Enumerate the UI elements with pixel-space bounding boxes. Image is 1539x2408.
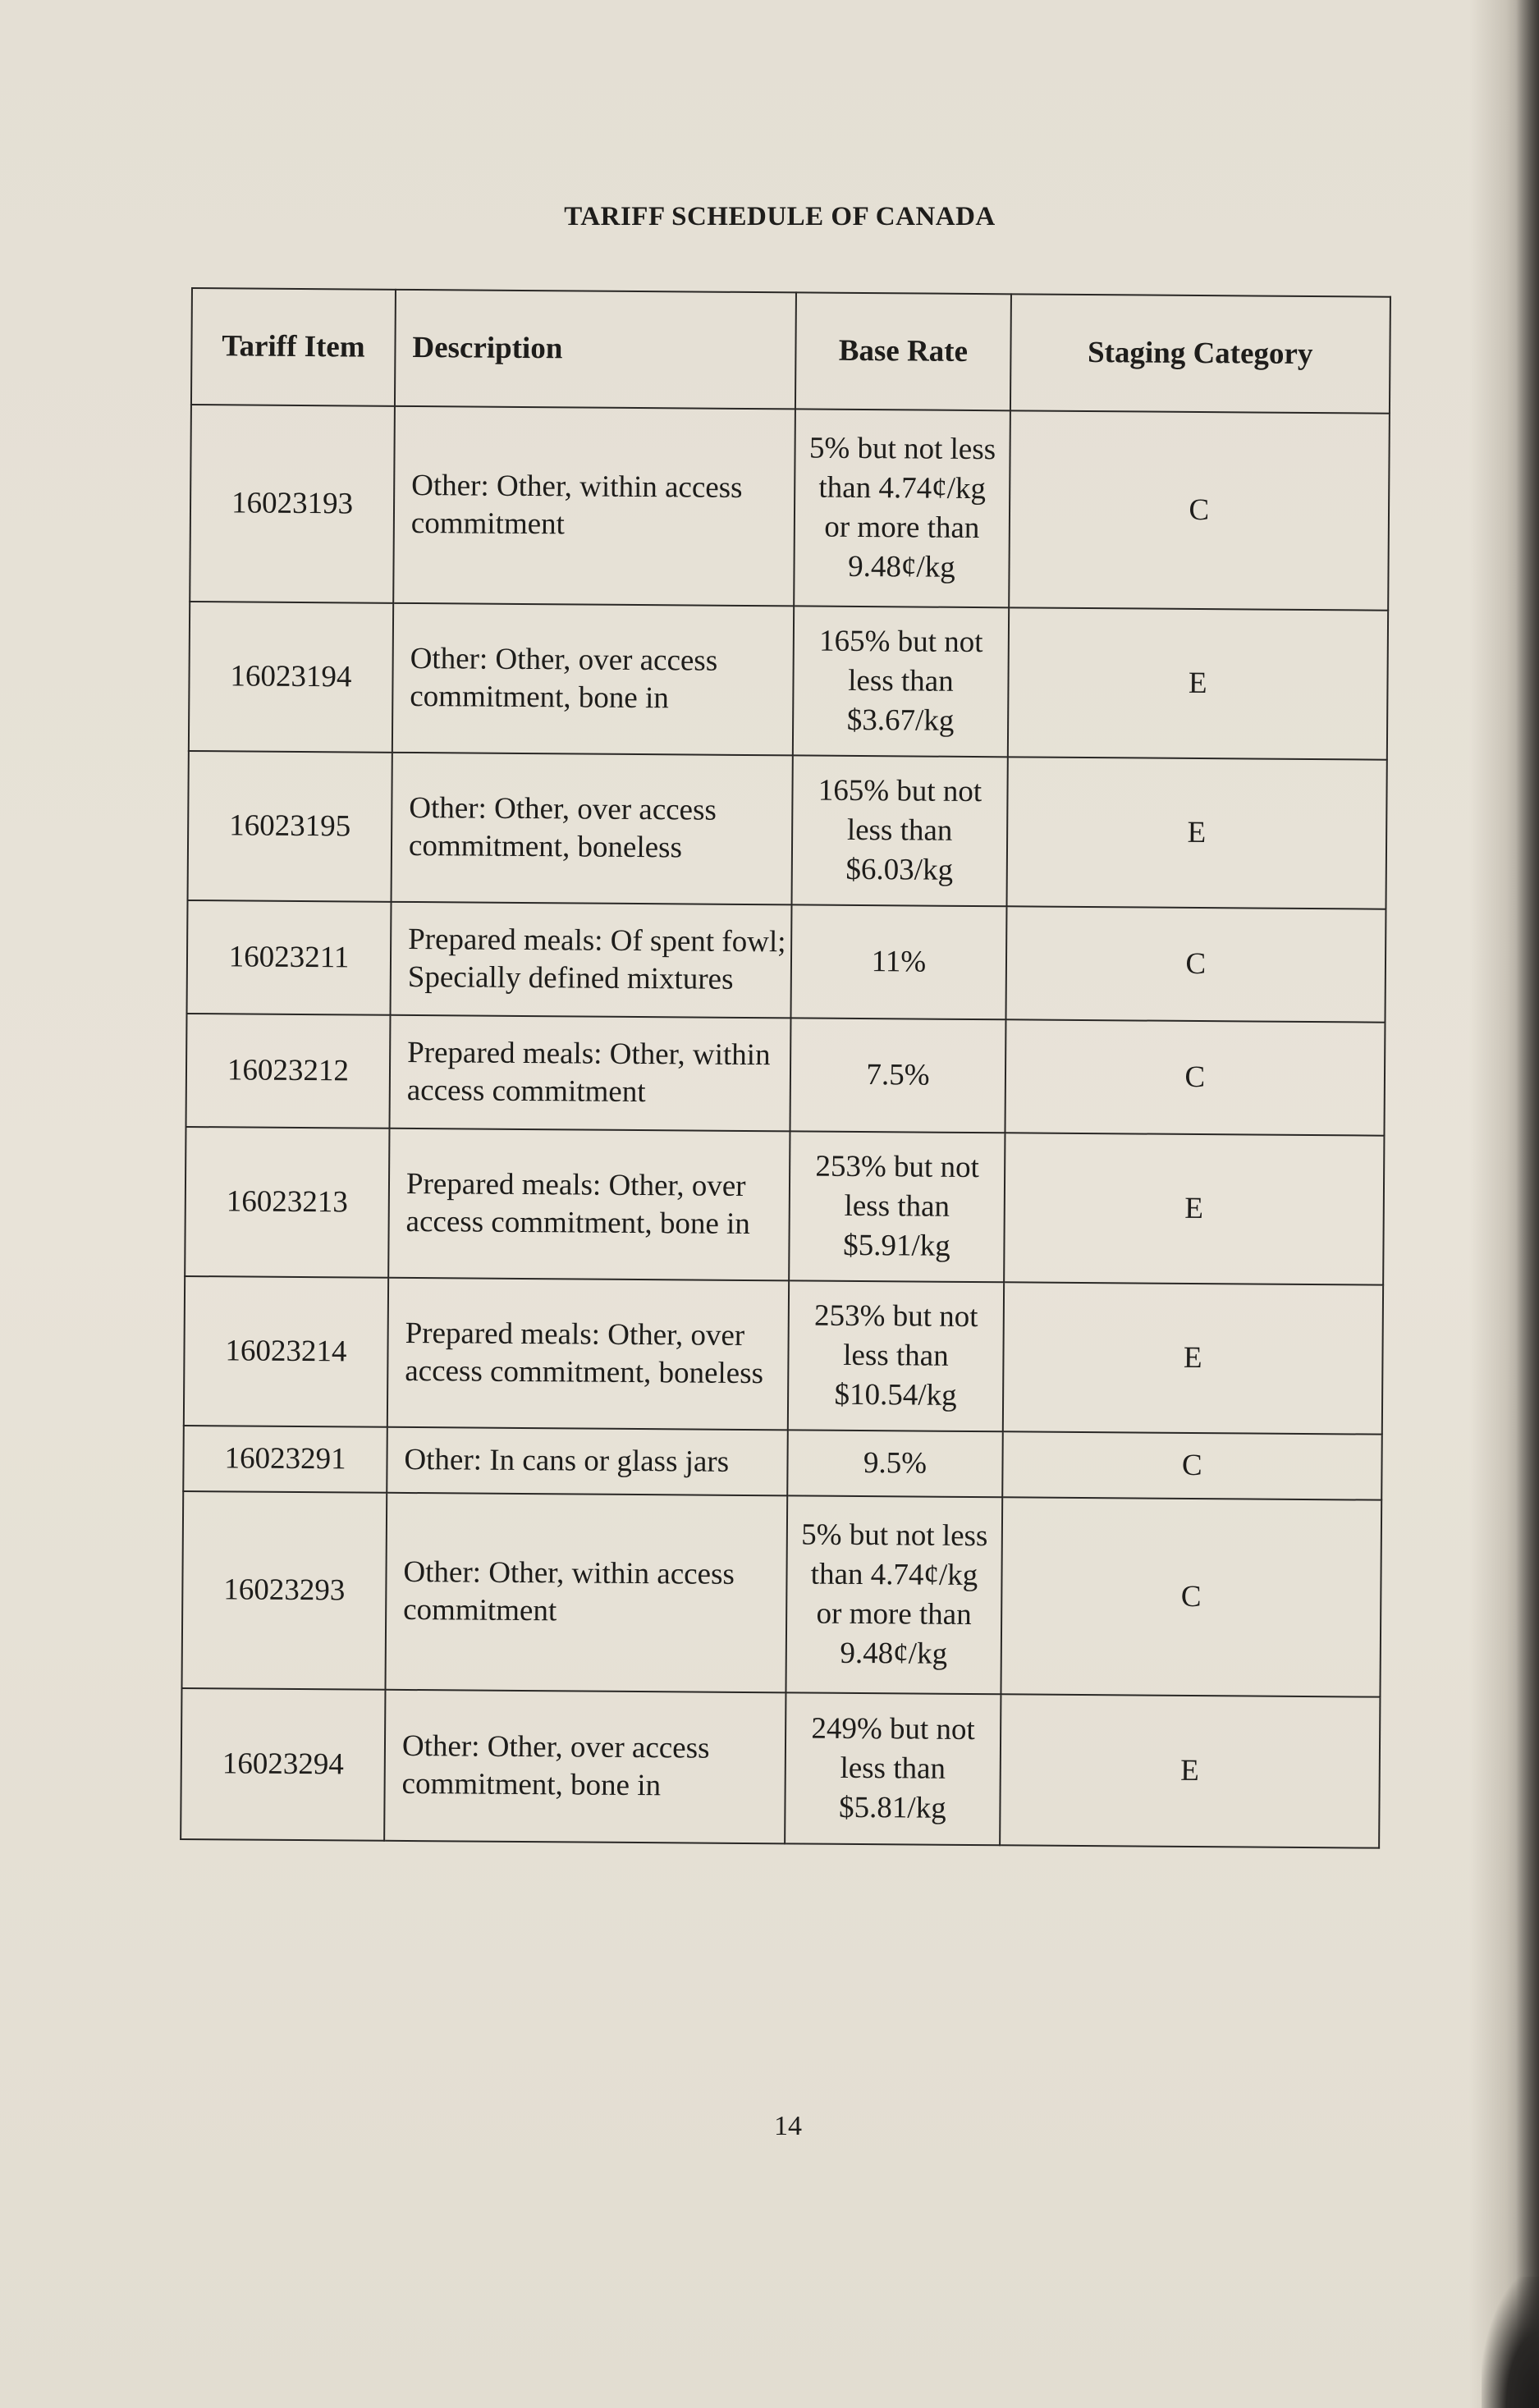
cell-base-rate — [790, 1131, 1005, 1282]
cell-description: Other: In cans or glass jars — [387, 1427, 788, 1496]
base-rate-line: 5% but not less — [808, 431, 996, 467]
table-row — [187, 900, 1386, 1023]
cell-base-rate — [786, 1495, 1002, 1694]
base-rate-line: 9.5% — [863, 1446, 928, 1481]
base-rate-line: $5.91/kg — [843, 1228, 950, 1263]
page-corner-shadow — [1482, 2277, 1539, 2408]
cell-staging-category: E — [1007, 607, 1388, 759]
cell-tariff-item: 16023194 — [189, 602, 393, 753]
base-rate-line: $3.67/kg — [846, 703, 955, 738]
cell-staging-category: C — [1002, 1431, 1382, 1499]
cell-description: Other: Other, over access commitment, bone in — [384, 1690, 786, 1844]
table-row — [184, 1276, 1383, 1435]
cell-base-rate — [788, 1430, 1003, 1497]
table-row — [189, 602, 1388, 760]
base-rate-line: less than — [844, 1188, 950, 1224]
base-rate-line: 165% but not — [818, 624, 983, 660]
cell-staging-category: C — [1009, 410, 1390, 610]
table-row — [181, 1491, 1381, 1697]
cell-staging-category: E — [1000, 1694, 1381, 1847]
base-rate-line: 5% but not less — [801, 1518, 988, 1554]
cell-description: Other: Other, over access commitment, boneless — [392, 753, 794, 905]
base-rate-line: less than — [848, 663, 954, 698]
cell-base-rate — [785, 1692, 1001, 1845]
book-spine-shadow — [1516, 0, 1539, 2408]
base-rate-line: 9.48¢/kg — [848, 549, 955, 584]
base-rate-line: 11% — [871, 945, 927, 979]
cell-tariff-item: 16023193 — [190, 405, 395, 603]
header-tariff-item: Tariff Item — [191, 288, 396, 406]
cell-tariff-item: 16023214 — [184, 1276, 388, 1427]
base-rate-line: 165% but not — [818, 773, 982, 809]
page-number: 14 — [774, 2111, 802, 2141]
cell-tariff-item: 16023213 — [185, 1127, 389, 1278]
base-rate-line: $5.81/kg — [838, 1790, 946, 1825]
base-rate-line: or more than — [816, 1596, 972, 1632]
cell-base-rate — [790, 1018, 1005, 1133]
base-rate-line: $10.54/kg — [834, 1377, 957, 1412]
cell-description: Prepared meals: Other, within access commitment — [389, 1015, 790, 1132]
cell-base-rate — [792, 755, 1008, 906]
cell-staging-category: E — [1004, 1133, 1385, 1284]
cell-staging-category: C — [1001, 1497, 1381, 1696]
base-rate-line: than 4.74¢/kg — [818, 470, 987, 506]
cell-tariff-item: 16023195 — [188, 751, 392, 902]
table-body — [181, 405, 1390, 1848]
table-row — [183, 1426, 1382, 1500]
base-rate-line: $6.03/kg — [845, 852, 954, 887]
base-rate-line: 253% but not — [813, 1298, 978, 1334]
cell-tariff-item: 16023294 — [181, 1688, 385, 1841]
cell-staging-category: C — [1005, 1019, 1385, 1135]
document-title: TARIFF SCHEDULE OF CANADA — [564, 202, 996, 231]
header-description: Description — [395, 290, 796, 410]
header-staging-category: Staging Category — [1010, 294, 1390, 413]
cell-description: Other: Other, over access commitment, bone in — [392, 603, 795, 756]
base-rate-line: less than — [843, 1338, 949, 1373]
tariff-table — [180, 287, 1391, 1849]
cell-tariff-item: 16023293 — [181, 1491, 387, 1690]
table-header — [191, 288, 1390, 414]
cell-staging-category: C — [1005, 906, 1386, 1022]
cell-base-rate — [791, 904, 1006, 1019]
cell-tariff-item: 16023291 — [183, 1426, 387, 1493]
cell-staging-category: E — [1006, 757, 1387, 909]
table-row — [185, 1127, 1384, 1285]
cell-description: Prepared meals: Other, over access commitment, bone in — [388, 1128, 790, 1281]
base-rate-line: 9.48¢/kg — [840, 1636, 948, 1671]
base-rate-line: 253% but not — [815, 1149, 979, 1185]
header-base-rate: Base Rate — [795, 292, 1010, 410]
cell-tariff-item: 16023211 — [187, 900, 392, 1015]
base-rate-line: or more than — [824, 510, 980, 546]
base-rate-line: 7.5% — [866, 1058, 930, 1092]
cell-description: Other: Other, within access commitment — [385, 1493, 787, 1693]
cell-staging-category: E — [1002, 1282, 1383, 1434]
cell-description: Prepared meals: Of spent fowl; Specially defined mixtures — [390, 902, 791, 1019]
header-row — [191, 288, 1390, 414]
table-row — [188, 751, 1387, 909]
cell-base-rate — [795, 409, 1010, 607]
base-rate-line: 249% but not — [811, 1711, 975, 1747]
cell-description: Other: Other, within access commitment — [393, 406, 795, 607]
cell-description: Prepared meals: Other, over access commitment, boneless — [387, 1278, 790, 1431]
base-rate-line: than 4.74¢/kg — [810, 1557, 978, 1593]
table-row — [181, 1688, 1380, 1848]
cell-base-rate — [788, 1280, 1004, 1431]
base-rate-line: less than — [846, 813, 953, 848]
table-row — [190, 405, 1390, 611]
table-row — [186, 1014, 1386, 1136]
cell-tariff-item: 16023212 — [186, 1014, 391, 1128]
base-rate-line: less than — [840, 1751, 946, 1786]
cell-base-rate — [793, 606, 1009, 757]
